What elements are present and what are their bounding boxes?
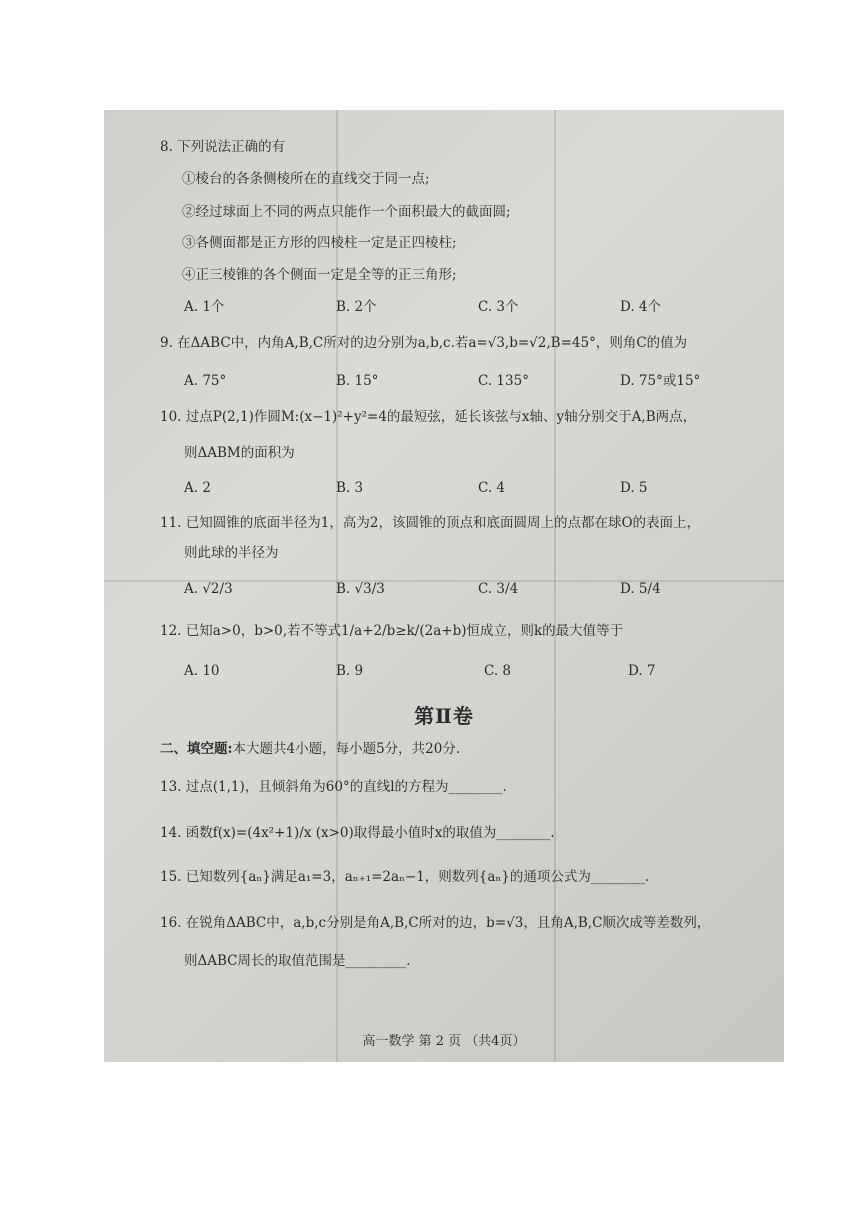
q16-line2: 则ΔABC周长的取值范围是_________. <box>184 953 411 969</box>
q8-option-d: D. 4个 <box>620 299 662 315</box>
q15: 15. 已知数列{aₙ}满足a₁=3，aₙ₊₁=2aₙ−1，则数列{aₙ}的通项公式为________. <box>160 869 650 885</box>
q11-option-b: B. √3/3 <box>336 581 385 597</box>
q8-item: ②经过球面上不同的两点只能作一个面积最大的截面圆; <box>182 204 511 220</box>
section-heading-text: 本大题共4小题，每小题5分，共20分. <box>232 741 461 757</box>
q9-stem: 9. 在ΔABC中，内角A,B,C所对的边分别为a,b,c.若a=√3,b=√2,B=45°，则角C的值为 <box>160 335 688 351</box>
q11-option-d: D. 5/4 <box>620 581 661 597</box>
q16-line1: 16. 在锐角ΔABC中，a,b,c分别是角A,B,C所对的边，b=√3，且角A,B,C顺次成等差数列， <box>160 915 711 931</box>
q12-option-b: B. 9 <box>336 663 364 679</box>
q10-stem-continued: 则ΔABM的面积为 <box>184 445 295 461</box>
q9-option-a: A. 75° <box>184 373 227 389</box>
q11-stem: 11. 已知圆锥的底面半径为1，高为2，该圆锥的顶点和底面圆周上的点都在球O的表面上， <box>160 515 701 531</box>
q8-item: ①棱台的各条侧棱所在的直线交于同一点; <box>182 171 430 187</box>
q12-option-d: D. 7 <box>628 663 656 679</box>
q12-stem: 12. 已知a>0，b>0,若不等式1/a+2/b≥k/(2a+b)恒成立，则k的最大值等于 <box>160 623 624 639</box>
q10-stem: 10. 过点P(2,1)作圆M:(x−1)²+y²=4的最短弦，延长该弦与x轴、y轴分别交于A,B两点， <box>160 409 697 425</box>
q9-option-c: C. 135° <box>478 373 529 389</box>
q11-stem-continued: 则此球的半径为 <box>184 545 279 561</box>
section-title: 第Ⅱ卷 <box>414 704 474 728</box>
q8-stem: 8. 下列说法正确的有 <box>160 139 286 155</box>
section-heading <box>160 740 460 758</box>
q12-option-a: A. 10 <box>184 663 220 679</box>
q8-item: ④正三棱锥的各个侧面一定是全等的正三角形; <box>182 267 457 283</box>
q8-option-a: A. 1个 <box>184 299 225 315</box>
exam-paper <box>104 110 784 1062</box>
q10-option-c: C. 4 <box>478 480 506 496</box>
q14: 14. 函数f(x)=(4x²+1)/x (x>0)取得最小值时x的取值为________. <box>160 825 555 841</box>
q10-option-d: D. 5 <box>620 480 648 496</box>
q9-option-b: B. 15° <box>336 373 379 389</box>
q11-option-c: C. 3/4 <box>478 581 519 597</box>
q8-item: ③各侧面都是正方形的四棱柱一定是正四棱柱; <box>182 235 457 251</box>
q12-option-c: C. 8 <box>484 663 512 679</box>
q10-option-a: A. 2 <box>184 480 211 496</box>
q8-option-b: B. 2个 <box>336 299 377 315</box>
section-heading-label: 二、填空题: <box>160 741 233 757</box>
q11-option-a: A. √2/3 <box>184 581 233 597</box>
q8-option-c: C. 3个 <box>478 299 519 315</box>
q10-option-b: B. 3 <box>336 480 364 496</box>
page-footer: 高一数学 第 2 页 （共4页） <box>362 1034 526 1049</box>
q13: 13. 过点(1,1)，且倾斜角为60°的直线l的方程为________. <box>160 779 507 795</box>
q9-option-d: D. 75°或15° <box>620 373 701 389</box>
